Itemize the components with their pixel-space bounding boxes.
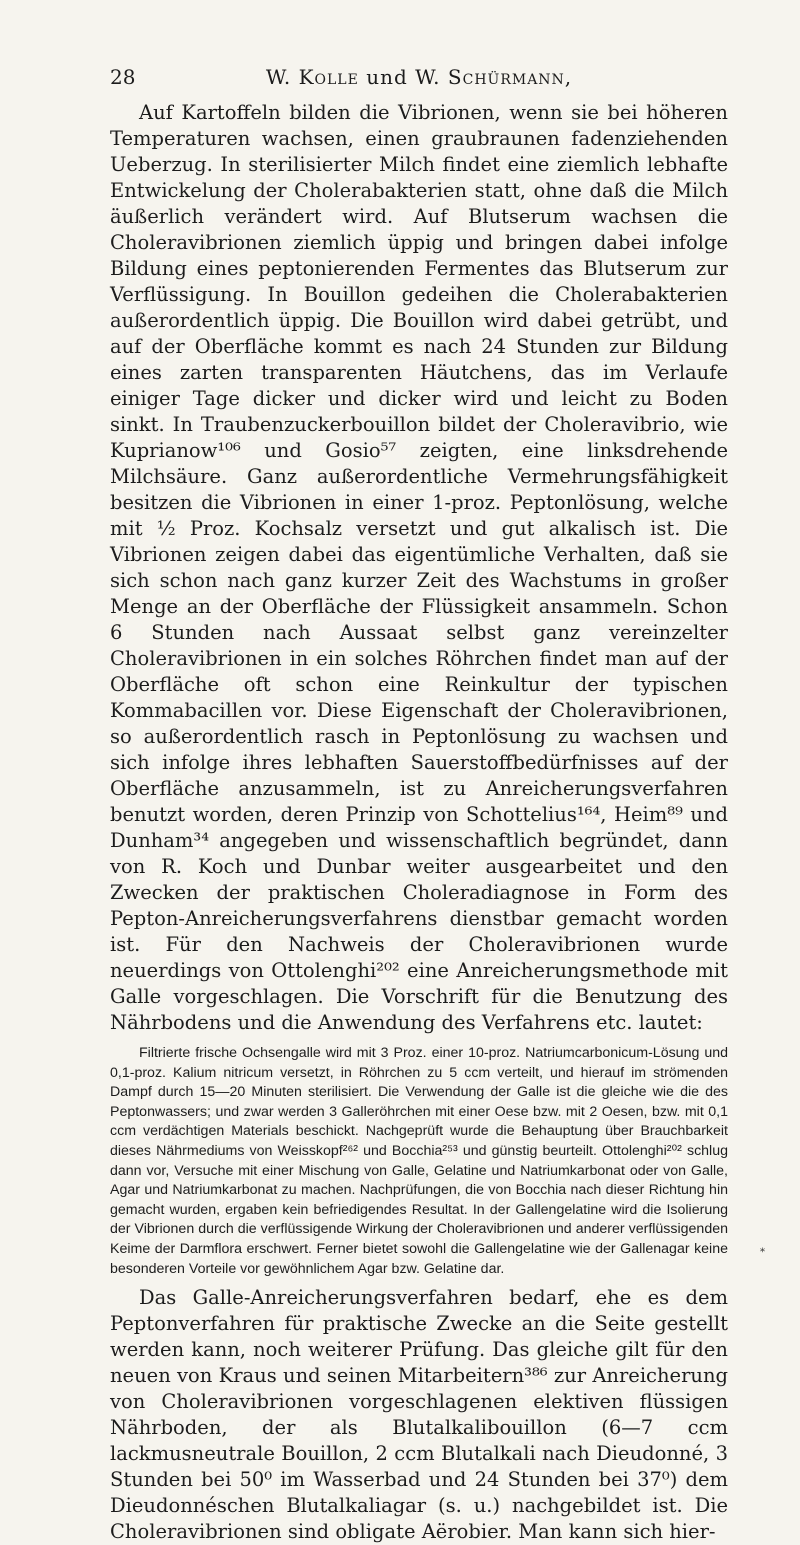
paragraph-continuation: Das Galle-Anreicherungsverfahren bedarf, ehe es dem Peptonverfahren für praktische Zwecke an die Seite gestellt werden kann, noch weiterer Prüfung. Das gleiche gilt für den neuen von Kraus und seinen Mitarbeitern³⁸⁶ zur Anreicherung von Choleravibrionen vorgeschlagenen elektiven flüssigen Nährboden, der als Blutalkalibouillon (6—7 ccm lackmusneutrale Bouillon, 2 ccm Blutalkali nach Dieudonné, 3 Stunden bei 50⁰ im Wasserbad und 24 Stunden bei 37⁰) dem Dieudonnéschen Blutalkaliagar (s. u.) nachgebildet ist. Die Choleravibrionen sind obligate Aërobier. Man kann sich hier- bbox=[110, 1286, 728, 1544]
header-conjunction: und bbox=[366, 65, 408, 89]
page-body bbox=[110, 100, 728, 1545]
footer-mark: * bbox=[760, 1247, 765, 1258]
author-kolle: W. Kolle bbox=[265, 65, 359, 89]
small-print-paragraph: Filtrierte frische Ochsengalle wird mit 3 Proz. einer 10-proz. Natriumcarbonicum-Lösung und 0,1-proz. Kalium nitricum versetzt, in Röhrchen zu 5 ccm verteilt, und hierauf im strömenden Dampf durch 15—20 Minuten sterilisiert. Die Verwendung der Galle ist die gleiche wie die des Peptonwassers; und zwar werden 3 Galleröhrchen mit einer Oese bzw. mit 2 Oesen, bzw. mit 0,1 ccm verdächtigen Materials beschickt. Nachgeprüft wurde die Behauptung über Brauchbarkeit dieses Nährmediums von Weisskopf²⁶² und Bocchia²⁵³ und günstig beurteilt. Ottolenghi²⁰² schlug dann vor, Versuche mit einer Mischung von Galle, Gelatine und Natriumkarbonat oder von Galle, Agar und Natriumkarbonat zu machen. Nachprüfungen, die von Bocchia nach dieser Richtung hin gemacht wurden, ergaben kein befriedigendes Resultat. In der Gallengelatine wird die Isolierung der Vibrionen durch die verflüssigende Wirkung der Choleravibrionen und anderer verflüssigenden Keime der Darmflora erschwert. Ferner bietet sowohl die Gallengelatine wie der Gallenagar keine besonderen Vorteile vor gewöhnlichem Agar bzw. Gelatine dar. bbox=[110, 1045, 728, 1277]
author-schuermann: W. Schürmann, bbox=[415, 65, 573, 89]
page-number: 28 bbox=[110, 65, 136, 89]
paragraph-main: Auf Kartoffeln bilden die Vibrionen, wenn sie bei höheren Temperaturen wachsen, einen graubraunen fadenziehenden Ueberzug. In sterilisierter Milch findet eine ziemlich lebhafte Entwickelung der Cholerabakterien statt, ohne daß die Milch äußerlich verändert wird. Auf Blutserum wachsen die Choleravibrionen ziemlich üppig und bringen dabei infolge Bildung eines peptonierenden Fermentes das Blutserum zur Verflüssigung. In Bouillon gedeihen die Cholerabakterien außerordentlich üppig. Die Bouillon wird dabei getrübt, und auf der Oberfläche kommt es nach 24 Stunden zur Bildung eines zarten transparenten Häutchens, das im Verlaufe einiger Tage dicker und dicker wird und leicht zu Boden sinkt. In Traubenzuckerbouillon bildet der Choleravibrio, wie Kuprianow¹⁰⁶ und Gosio⁵⁷ zeigten, eine linksdrehende Milchsäure. Ganz außerordentliche Vermehrungsfähigkeit besitzen die Vibrionen in einer 1-proz. Peptonlösung, welche mit ½ Proz. Kochsalz versetzt und gut alkalisch ist. Die Vibrionen zeigen dabei das eigentümliche Verhalten, daß sie sich schon nach ganz kurzer Zeit des Wachstums in großer Menge an der Oberfläche der Flüssigkeit ansammeln. Schon 6 Stunden nach Aussaat selbst ganz vereinzelter Choleravibrionen in ein solches Röhrchen findet man auf der Oberfläche oft schon eine Reinkultur der typischen Kommabacillen vor. Diese Eigenschaft der Choleravibrionen, so außerordentlich rasch in Peptonlösung zu wachsen und sich infolge ihres lebhaften Sauerstoffbedürfnisses auf der Oberfläche anzusammeln, ist zu Anreicherungsverfahren benutzt worden, deren Prinzip von Schottelius¹⁶⁴, Heim⁸⁹ und Dunham³⁴ angegeben und wissenschaftlich begründet, dann von R. Koch und Dunbar weiter ausgearbeitet und den Zwecken der praktischen Choleradiagnose in Form des Pepton-Anreicherungsverfahrens dienstbar gemacht worden ist. Für den Nachweis der Choleravibrionen wurde neuerdings von Ottolenghi²⁰² eine Anreicherungsmethode mit Galle vorgeschlagen. Die Vorschrift für die Benutzung des Nährbodens und die Anwendung des Verfahrens etc. lautet: bbox=[110, 101, 728, 1034]
running-title bbox=[110, 62, 728, 92]
running-header bbox=[110, 62, 728, 92]
